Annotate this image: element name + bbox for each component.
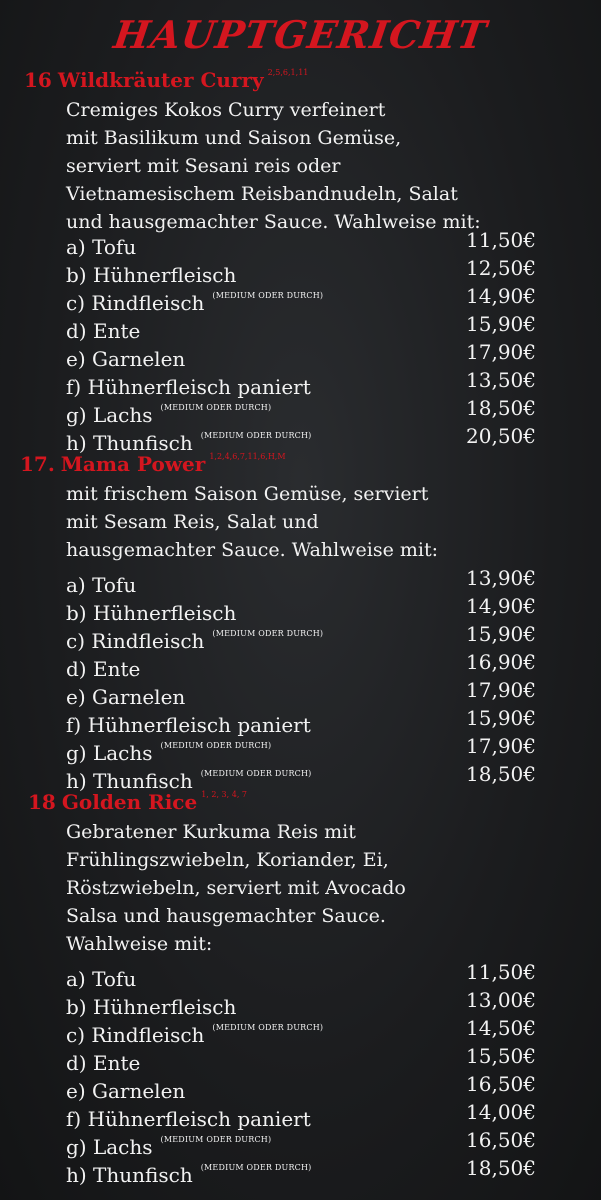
option-note: (MEDIUM ODER DURCH) <box>200 431 312 440</box>
description-line: mit Sesam Reis, Salat und <box>66 511 319 533</box>
dish-name: Mama Power <box>60 452 206 476</box>
option-row <box>66 226 536 259</box>
option-note: (MEDIUM ODER DURCH) <box>200 769 312 778</box>
option-label: a) Tofu <box>66 967 137 991</box>
allergen-codes: 1,2,4,6,7,11,6,H,M <box>209 452 286 461</box>
dish-name: Wildkräuter Curry <box>57 68 264 92</box>
option-label: e) Garnelen <box>66 1079 186 1103</box>
option-price: 14,90€ <box>466 594 536 618</box>
option-label: c) Rindfleisch <box>66 1023 205 1047</box>
option-row <box>66 1098 536 1131</box>
option-label: a) Tofu <box>66 235 137 259</box>
option-price: 12,50€ <box>466 256 536 280</box>
option-label: d) Ente <box>66 319 141 343</box>
option-label: b) Hühnerfleisch <box>66 601 237 625</box>
option-row <box>66 1126 536 1159</box>
description-line: Frühlingszwiebeln, Koriander, Ei, <box>66 849 389 871</box>
option-price: 17,90€ <box>466 734 536 758</box>
option-price: 14,00€ <box>466 1100 536 1124</box>
option-note: (MEDIUM ODER DURCH) <box>200 1163 312 1172</box>
option-price: 13,50€ <box>466 368 536 392</box>
option-row <box>66 648 536 681</box>
option-price: 15,90€ <box>466 706 536 730</box>
dish-description <box>66 96 586 236</box>
description-line: und hausgemachter Sauce. Wahlweise mit: <box>66 211 481 233</box>
option-label: g) Lachs <box>66 1135 153 1159</box>
option-label: a) Tofu <box>66 573 137 597</box>
option-label: e) Garnelen <box>66 685 186 709</box>
option-label: b) Hühnerfleisch <box>66 995 237 1019</box>
option-row <box>66 394 536 427</box>
dish-name: Golden Rice <box>61 790 198 814</box>
option-label: b) Hühnerfleisch <box>66 263 237 287</box>
option-row <box>66 366 536 399</box>
description-line: Salsa und hausgemachter Sauce. <box>66 905 386 927</box>
option-row <box>66 704 536 737</box>
option-label: f) Hühnerfleisch paniert <box>66 375 311 399</box>
option-price: 15,90€ <box>466 622 536 646</box>
option-price: 17,90€ <box>466 340 536 364</box>
option-note: (MEDIUM ODER DURCH) <box>212 629 324 638</box>
option-label: d) Ente <box>66 657 141 681</box>
option-row <box>66 422 536 455</box>
dish-description <box>66 480 586 564</box>
option-note: (MEDIUM ODER DURCH) <box>160 741 272 750</box>
option-label: h) Thunfisch <box>66 1163 193 1187</box>
option-price: 18,50€ <box>466 396 536 420</box>
option-price: 15,50€ <box>466 1044 536 1068</box>
option-label: g) Lachs <box>66 403 153 427</box>
description-line: Vietnamesischem Reisbandnudeln, Salat <box>66 183 458 205</box>
option-row <box>66 958 536 991</box>
option-price: 16,90€ <box>466 650 536 674</box>
description-line: Cremiges Kokos Curry verfeinert <box>66 99 386 121</box>
option-label: f) Hühnerfleisch paniert <box>66 713 311 737</box>
option-row <box>66 732 536 765</box>
option-price: 16,50€ <box>466 1128 536 1152</box>
option-row <box>66 310 536 343</box>
option-note: (MEDIUM ODER DURCH) <box>212 291 324 300</box>
option-label: f) Hühnerfleisch paniert <box>66 1107 311 1131</box>
option-row <box>66 1042 536 1075</box>
option-label: e) Garnelen <box>66 347 186 371</box>
dish-header <box>24 68 308 94</box>
description-line: mit frischem Saison Gemüse, serviert <box>66 483 429 505</box>
option-row <box>66 1014 536 1047</box>
option-label: h) Thunfisch <box>66 431 193 455</box>
option-note: (MEDIUM ODER DURCH) <box>160 1135 272 1144</box>
option-price: 11,50€ <box>466 960 536 984</box>
description-line: serviert mit Sesani reis oder <box>66 155 341 177</box>
dish-description <box>66 818 586 958</box>
page-title: HAUPTGERICHT <box>111 12 490 57</box>
option-price: 11,50€ <box>466 228 536 252</box>
dish-header <box>20 452 286 478</box>
option-label: c) Rindfleisch <box>66 629 205 653</box>
dish-header <box>28 790 247 816</box>
option-price: 18,50€ <box>466 762 536 786</box>
allergen-codes: 1, 2, 3, 4, 7 <box>201 790 247 799</box>
description-line: Gebratener Kurkuma Reis mit <box>66 821 356 843</box>
option-row <box>66 986 536 1019</box>
option-row <box>66 254 536 287</box>
option-price: 13,90€ <box>466 566 536 590</box>
option-price: 18,50€ <box>466 1156 536 1180</box>
option-label: d) Ente <box>66 1051 141 1075</box>
dish-number: 18 <box>28 790 56 814</box>
option-note: (MEDIUM ODER DURCH) <box>212 1023 324 1032</box>
option-price: 20,50€ <box>466 424 536 448</box>
option-price: 15,90€ <box>466 312 536 336</box>
option-row <box>66 1154 536 1187</box>
option-row <box>66 338 536 371</box>
option-row <box>66 592 536 625</box>
option-row <box>66 564 536 597</box>
description-line: Röstzwiebeln, serviert mit Avocado <box>66 877 406 899</box>
option-label: c) Rindfleisch <box>66 291 205 315</box>
dish-number: 16 <box>24 68 52 92</box>
option-note: (MEDIUM ODER DURCH) <box>160 403 272 412</box>
option-label: h) Thunfisch <box>66 769 193 793</box>
description-line: Wahlweise mit: <box>66 933 213 955</box>
description-line: hausgemachter Sauce. Wahlweise mit: <box>66 539 438 561</box>
option-row <box>66 282 536 315</box>
description-line: mit Basilikum und Saison Gemüse, <box>66 127 402 149</box>
option-row <box>66 676 536 709</box>
option-row <box>66 760 536 793</box>
option-row <box>66 620 536 653</box>
option-row <box>66 1070 536 1103</box>
option-price: 13,00€ <box>466 988 536 1012</box>
option-price: 17,90€ <box>466 678 536 702</box>
option-label: g) Lachs <box>66 741 153 765</box>
option-price: 14,90€ <box>466 284 536 308</box>
dish-number: 17. <box>20 452 55 476</box>
allergen-codes: 2,5,6,1,11 <box>267 68 309 77</box>
option-price: 14,50€ <box>466 1016 536 1040</box>
option-price: 16,50€ <box>466 1072 536 1096</box>
